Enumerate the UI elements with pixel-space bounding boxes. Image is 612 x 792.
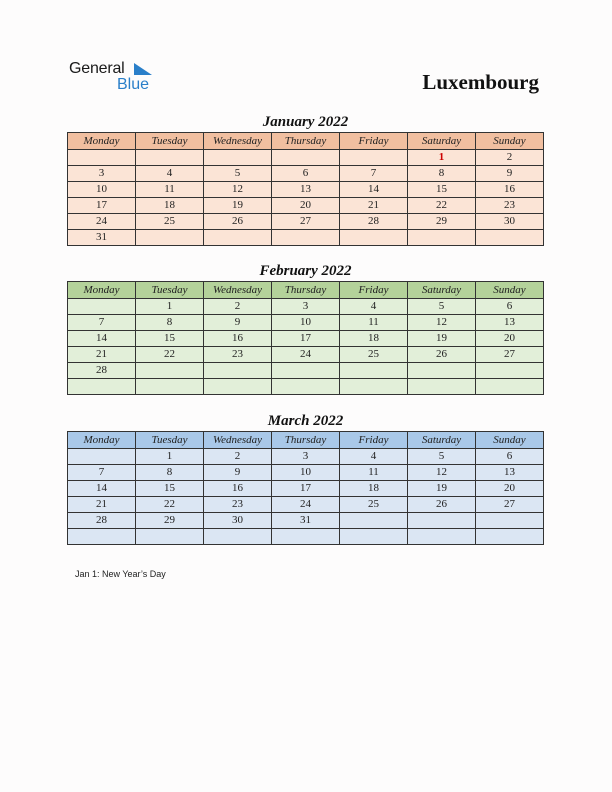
empty-day-cell	[340, 513, 408, 529]
logo-general-text: General	[69, 60, 125, 77]
country-title: Luxembourg	[422, 70, 539, 94]
logo-flag-icon	[134, 63, 154, 77]
week-row	[68, 449, 544, 465]
day-cell: 8	[136, 315, 204, 331]
day-cell: 21	[340, 198, 408, 214]
weekday-header-tuesday: Tuesday	[136, 432, 204, 449]
weekday-header-monday: Monday	[68, 432, 136, 449]
week-row	[68, 347, 544, 363]
day-cell: 15	[408, 182, 476, 198]
weekday-header-sunday: Sunday	[476, 282, 544, 299]
day-cell: 4	[340, 299, 408, 315]
day-cell: 28	[340, 214, 408, 230]
day-cell: 8	[408, 166, 476, 182]
empty-day-cell	[136, 529, 204, 545]
day-cell: 3	[68, 166, 136, 182]
day-cell: 24	[272, 497, 340, 513]
weekday-header-tuesday: Tuesday	[136, 133, 204, 150]
day-cell: 20	[476, 331, 544, 347]
empty-day-cell	[68, 299, 136, 315]
empty-day-cell	[272, 230, 340, 246]
week-row	[68, 166, 544, 182]
empty-day-cell	[272, 150, 340, 166]
empty-day-cell	[136, 379, 204, 395]
week-row	[68, 529, 544, 545]
day-cell: 19	[408, 331, 476, 347]
day-cell: 9	[204, 315, 272, 331]
empty-day-cell	[136, 150, 204, 166]
day-cell: 2	[204, 449, 272, 465]
day-cell: 16	[476, 182, 544, 198]
day-cell: 11	[340, 465, 408, 481]
day-cell: 18	[136, 198, 204, 214]
empty-day-cell	[204, 230, 272, 246]
week-row	[68, 299, 544, 315]
day-cell: 13	[476, 315, 544, 331]
weekday-header-monday: Monday	[68, 282, 136, 299]
day-cell: 14	[68, 481, 136, 497]
day-cell: 9	[476, 166, 544, 182]
empty-day-cell	[476, 513, 544, 529]
day-cell: 13	[476, 465, 544, 481]
weekday-header-saturday: Saturday	[408, 282, 476, 299]
day-cell: 7	[340, 166, 408, 182]
day-cell: 22	[136, 347, 204, 363]
day-cell: 25	[136, 214, 204, 230]
week-row	[68, 481, 544, 497]
month-january	[67, 112, 544, 246]
empty-day-cell	[68, 449, 136, 465]
empty-day-cell	[136, 363, 204, 379]
empty-day-cell	[340, 363, 408, 379]
day-cell: 19	[204, 198, 272, 214]
month-title: January 2022	[262, 114, 349, 130]
empty-day-cell	[68, 150, 136, 166]
day-cell: 11	[340, 315, 408, 331]
day-cell: 20	[272, 198, 340, 214]
day-cell: 11	[136, 182, 204, 198]
day-cell: 10	[272, 465, 340, 481]
weekday-header-friday: Friday	[340, 432, 408, 449]
day-cell: 19	[408, 481, 476, 497]
day-cell: 2	[204, 299, 272, 315]
day-cell: 17	[272, 331, 340, 347]
day-cell: 29	[408, 214, 476, 230]
empty-day-cell	[476, 230, 544, 246]
week-row	[68, 198, 544, 214]
day-cell: 28	[68, 513, 136, 529]
empty-day-cell	[408, 513, 476, 529]
empty-day-cell	[340, 529, 408, 545]
weekday-header-friday: Friday	[340, 282, 408, 299]
weekday-header-wednesday: Wednesday	[204, 133, 272, 150]
day-cell: 28	[68, 363, 136, 379]
week-row	[68, 182, 544, 198]
day-cell: 4	[340, 449, 408, 465]
day-cell: 1	[136, 449, 204, 465]
week-row	[68, 150, 544, 166]
week-row	[68, 497, 544, 513]
day-cell: 31	[68, 230, 136, 246]
day-cell: 1	[408, 150, 476, 166]
calendar-grid	[67, 431, 544, 545]
day-cell: 3	[272, 449, 340, 465]
empty-day-cell	[272, 363, 340, 379]
empty-day-cell	[272, 529, 340, 545]
weekday-header-monday: Monday	[68, 133, 136, 150]
day-cell: 5	[408, 299, 476, 315]
week-row	[68, 230, 544, 246]
day-cell: 30	[204, 513, 272, 529]
weekday-header-thursday: Thursday	[272, 282, 340, 299]
empty-day-cell	[68, 529, 136, 545]
week-row	[68, 465, 544, 481]
week-row	[68, 214, 544, 230]
empty-day-cell	[408, 230, 476, 246]
week-row	[68, 315, 544, 331]
day-cell: 14	[340, 182, 408, 198]
day-cell: 3	[272, 299, 340, 315]
day-cell: 15	[136, 481, 204, 497]
weekday-header-thursday: Thursday	[272, 432, 340, 449]
day-cell: 9	[204, 465, 272, 481]
day-cell: 27	[272, 214, 340, 230]
day-cell: 22	[136, 497, 204, 513]
day-cell: 23	[476, 198, 544, 214]
day-cell: 12	[408, 465, 476, 481]
weekday-header-row	[68, 432, 544, 449]
day-cell: 13	[272, 182, 340, 198]
day-cell: 31	[272, 513, 340, 529]
weekday-header-wednesday: Wednesday	[204, 432, 272, 449]
empty-day-cell	[340, 379, 408, 395]
day-cell: 20	[476, 481, 544, 497]
day-cell: 26	[204, 214, 272, 230]
day-cell: 6	[272, 166, 340, 182]
day-cell: 1	[136, 299, 204, 315]
day-cell: 18	[340, 481, 408, 497]
day-cell: 5	[408, 449, 476, 465]
weekday-header-saturday: Saturday	[408, 432, 476, 449]
day-cell: 6	[476, 449, 544, 465]
week-row	[68, 363, 544, 379]
day-cell: 7	[68, 465, 136, 481]
day-cell: 26	[408, 347, 476, 363]
day-cell: 2	[476, 150, 544, 166]
empty-day-cell	[476, 379, 544, 395]
empty-day-cell	[272, 379, 340, 395]
empty-day-cell	[204, 363, 272, 379]
day-cell: 10	[68, 182, 136, 198]
weekday-header-wednesday: Wednesday	[204, 282, 272, 299]
day-cell: 26	[408, 497, 476, 513]
day-cell: 17	[272, 481, 340, 497]
weekday-header-row	[68, 133, 544, 150]
empty-day-cell	[204, 529, 272, 545]
weekday-header-sunday: Sunday	[476, 133, 544, 150]
day-cell: 16	[204, 331, 272, 347]
weekday-header-friday: Friday	[340, 133, 408, 150]
day-cell: 30	[476, 214, 544, 230]
calendar-grid	[67, 132, 544, 246]
month-title: March 2022	[267, 413, 344, 429]
day-cell: 24	[272, 347, 340, 363]
weekday-header-sunday: Sunday	[476, 432, 544, 449]
day-cell: 23	[204, 497, 272, 513]
day-cell: 27	[476, 347, 544, 363]
day-cell: 21	[68, 347, 136, 363]
week-row	[68, 513, 544, 529]
day-cell: 22	[408, 198, 476, 214]
empty-day-cell	[408, 529, 476, 545]
day-cell: 17	[68, 198, 136, 214]
month-february	[67, 261, 544, 395]
day-cell: 25	[340, 497, 408, 513]
empty-day-cell	[476, 363, 544, 379]
calendar-grid	[67, 281, 544, 395]
month-title: February 2022	[259, 263, 352, 279]
day-cell: 7	[68, 315, 136, 331]
day-cell: 5	[204, 166, 272, 182]
logo	[69, 60, 169, 96]
week-row	[68, 379, 544, 395]
empty-day-cell	[340, 230, 408, 246]
day-cell: 12	[408, 315, 476, 331]
empty-day-cell	[204, 379, 272, 395]
day-cell: 24	[68, 214, 136, 230]
day-cell: 15	[136, 331, 204, 347]
weekday-header-saturday: Saturday	[408, 133, 476, 150]
weekday-header-row	[68, 282, 544, 299]
day-cell: 14	[68, 331, 136, 347]
empty-day-cell	[136, 230, 204, 246]
day-cell: 8	[136, 465, 204, 481]
holiday-notes	[75, 569, 166, 579]
empty-day-cell	[68, 379, 136, 395]
weekday-header-thursday: Thursday	[272, 133, 340, 150]
empty-day-cell	[408, 363, 476, 379]
weekday-header-tuesday: Tuesday	[136, 282, 204, 299]
empty-day-cell	[476, 529, 544, 545]
day-cell: 21	[68, 497, 136, 513]
day-cell: 29	[136, 513, 204, 529]
day-cell: 23	[204, 347, 272, 363]
day-cell: 12	[204, 182, 272, 198]
empty-day-cell	[340, 150, 408, 166]
day-cell: 10	[272, 315, 340, 331]
day-cell: 16	[204, 481, 272, 497]
day-cell: 18	[340, 331, 408, 347]
logo-blue-text: Blue	[117, 76, 150, 93]
day-cell: 6	[476, 299, 544, 315]
empty-day-cell	[204, 150, 272, 166]
week-row	[68, 331, 544, 347]
empty-day-cell	[408, 379, 476, 395]
day-cell: 4	[136, 166, 204, 182]
month-march	[67, 411, 544, 545]
holiday-note: Jan 1: New Year’s Day	[75, 569, 166, 579]
day-cell: 27	[476, 497, 544, 513]
day-cell: 25	[340, 347, 408, 363]
